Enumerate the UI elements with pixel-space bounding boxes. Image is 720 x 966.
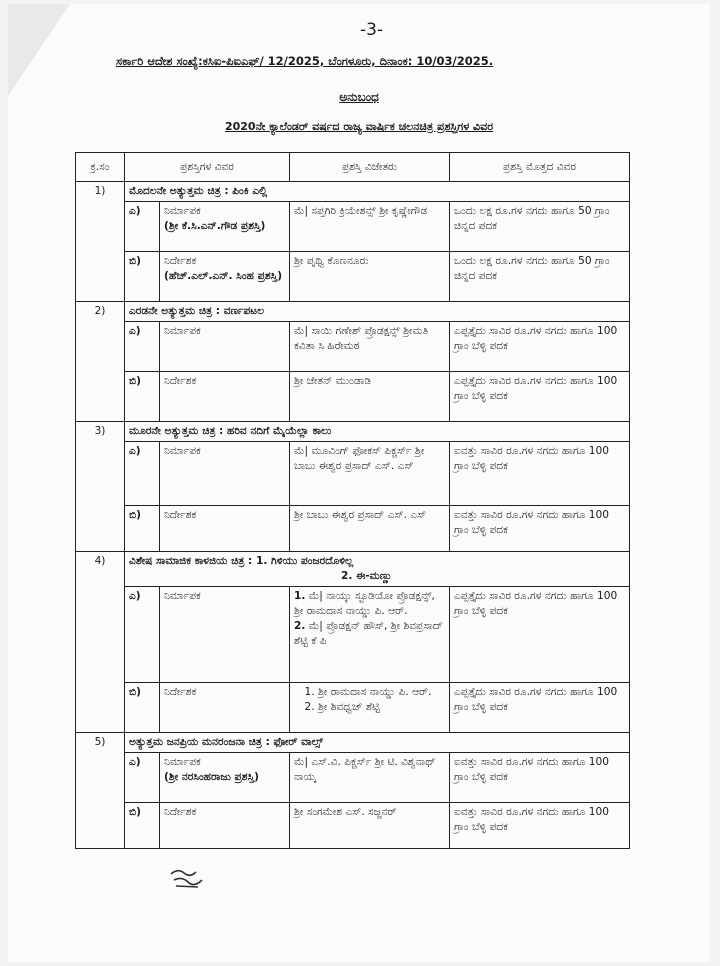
header-sno: ಕ್ರ.ಸಂ	[76, 153, 125, 182]
section-number: 5)	[76, 733, 125, 849]
list-item: 2. ಶ್ರೀ ಶಿವಧ್ವಜ್ ಶೆಟ್ಟಿ	[318, 700, 445, 715]
table-row	[76, 372, 630, 422]
winners-cell: ಮೆ| ಮೂವಿಂಗ್ ಫೋಕಸ್ ಪಿಕ್ಚರ್ಸ್ ಶ್ರೀ ಬಾಬು ಈಶ್ವರ ಪ್ರಸಾದ್ ಎಸ್. ಎಸ್	[290, 442, 450, 506]
winners-cell: ಶ್ರೀ ಚೇತನ್ ಮುಂಡಾಡಿ	[290, 372, 450, 422]
table-title: 2020ನೇ ಕ್ಯಾಲೆಂಡರ್ ವರ್ಷದ ರಾಜ್ಯ ವಾರ್ಷಿಕ ಚಲನಚಿತ್ರ ಪ್ರಶಸ್ತಿಗಳ ವಿವರ	[224, 120, 494, 133]
signature	[168, 866, 208, 892]
table-row	[76, 202, 630, 252]
row-label: ಎ)	[125, 587, 160, 683]
role: ನಿರ್ದೇಶಕ	[164, 255, 197, 267]
section-title: ಅತ್ಯುತ್ತಮ ಜನಪ್ರಿಯ ಮನರಂಜನಾ ಚಿತ್ರ : ಫೋರ್ ವಾಲ್ಸ್	[125, 733, 630, 753]
table-header-row	[76, 153, 630, 182]
page-fold-corner	[8, 4, 70, 96]
role-cell: ನಿರ್ದೇಶಕ	[160, 803, 290, 849]
winners-list	[294, 685, 445, 715]
role: ನಿರ್ಮಾಪಕ	[164, 756, 201, 768]
section-title: ಎರಡನೇ ಅತ್ಯುತ್ತಮ ಚಿತ್ರ : ವರ್ಣಪಟಲ	[125, 302, 630, 322]
table-row	[76, 506, 630, 552]
winner-entry: ಮೆ| ನಾಯ್ಕು ಸ್ಟೂಡಿಯೋ ಪ್ರೊಡಕ್ಷನ್ಸ್, ಶ್ರೀ ರಾಮದಾಸ ನಾಯ್ಡು ಪಿ. ಆರ್.	[294, 590, 435, 617]
role-cell	[160, 202, 290, 252]
table-row	[76, 587, 630, 683]
role-cell: ನಿರ್ದೇಶಕ	[160, 683, 290, 733]
section-row	[76, 302, 630, 322]
amount-cell: ಒಂದು ಲಕ್ಷ ರೂ.ಗಳ ನಗದು ಹಾಗೂ 50 ಗ್ರಾಂ ಚಿನ್ನದ ಪದಕ	[450, 202, 630, 252]
section-row	[76, 552, 630, 587]
winners-cell: 1. ಮೆ| ನಾಯ್ಕು ಸ್ಟೂಡಿಯೋ ಪ್ರೊಡಕ್ಷನ್ಸ್, ಶ್ರೀ ರಾಮದಾಸ ನಾಯ್ಡು ಪಿ. ಆರ್. 2. ಮೆ| ಪ್ರೊಡಕ್ಷನ್ ಹೌಸ್, ಶ್ರೀ ಶಿವಪ್ರಸಾದ್ ಶೆಟ್ಟಿ ಕೆ ಪಿ	[290, 587, 450, 683]
section-row	[76, 422, 630, 442]
role-cell	[160, 753, 290, 803]
signature-mark	[168, 866, 208, 892]
row-label: ಎ)	[125, 202, 160, 252]
awards-table	[75, 152, 630, 849]
winners-cell: ಶ್ರೀ ಸಂಗಮೇಶ ಎಸ್. ಸಜ್ಜನರ್	[290, 803, 450, 849]
role-award-name: (ಶ್ರೀ ಕೆ.ಸಿ.ಎನ್.ಗೌಡ ಪ್ರಶಸ್ತಿ)	[164, 220, 266, 232]
table-row	[76, 442, 630, 506]
amount-cell: ಐವತ್ತು ಸಾವಿರ ರೂ.ಗಳ ನಗದು ಹಾಗೂ 100 ಗ್ರಾಂ ಬೆಳ್ಳಿ ಪದಕ	[450, 753, 630, 803]
winners-cell	[290, 683, 450, 733]
section-row	[76, 182, 630, 202]
amount-cell: ಎಪ್ಪತ್ತೈದು ಸಾವಿರ ರೂ.ಗಳ ನಗದು ಹಾಗೂ 100 ಗ್ರಾಂ ಬೆಳ್ಳಿ ಪದಕ	[450, 587, 630, 683]
row-label: ಎ)	[125, 322, 160, 372]
section-number: 1)	[76, 182, 125, 302]
role-award-name: (ಹೆಚ್.ಎಲ್.ಎನ್. ಸಿಂಹ ಪ್ರಶಸ್ತಿ)	[164, 270, 283, 282]
section-title	[125, 552, 630, 587]
amount-cell: ಐವತ್ತು ಸಾವಿರ ರೂ.ಗಳ ನಗದು ಹಾಗೂ 100 ಗ್ರಾಂ ಬೆಳ್ಳಿ ಪದಕ	[450, 506, 630, 552]
section-number: 3)	[76, 422, 125, 552]
page-number: -3-	[360, 20, 384, 40]
winners-cell: ಶ್ರೀ ಪೃಥ್ವಿ ಕೊಣನೂರು	[290, 252, 450, 302]
role-award-name: (ಶ್ರೀ ನರಸಿಂಹರಾಜು ಪ್ರಶಸ್ತಿ)	[164, 771, 259, 783]
header-winners: ಪ್ರಶಸ್ತಿ ವಿಜೇತರು	[290, 153, 450, 182]
winners-cell: ಶ್ರೀ ಬಾಬು ಈಶ್ವರ ಪ್ರಸಾದ್ ಎಸ್. ಎಸ್	[290, 506, 450, 552]
section-title: ಮೂರನೇ ಅತ್ಯುತ್ತಮ ಚಿತ್ರ : ಹರಿವ ನದಿಗೆ ಮೈಯೆಲ್ಲಾ ಕಾಲು	[125, 422, 630, 442]
table-row	[76, 753, 630, 803]
role-cell: ನಿರ್ದೇಶಕ	[160, 506, 290, 552]
winners-cell: ಮೆ| ಸಪ್ತಗಿರಿ ಕ್ರಿಯೇಶನ್ಸ್ ಶ್ರೀ ಕೃಷ್ಣೇಗೌಡ	[290, 202, 450, 252]
row-label: ಎ)	[125, 753, 160, 803]
role-cell	[160, 252, 290, 302]
row-label: ಬಿ)	[125, 803, 160, 849]
row-label: ಬಿ)	[125, 372, 160, 422]
header-amount: ಪ್ರಶಸ್ತಿ ಮೊತ್ತದ ವಿವರ	[450, 153, 630, 182]
row-label: ಎ)	[125, 442, 160, 506]
role-cell: ನಿರ್ಮಾಪಕ	[160, 442, 290, 506]
section-number: 2)	[76, 302, 125, 422]
winners-cell: ಮೆ| ಸಾಯಿ ಗಣೇಶ್ ಪ್ರೊಡಕ್ಷನ್ಸ್ ಶ್ರೀಮತಿ ಕವಿತಾ ಸಿ ಹಿರೇಮಠ	[290, 322, 450, 372]
list-item: 1. ಶ್ರೀ ರಾಮದಾಸ ನಾಯ್ಡು ಪಿ. ಆರ್.	[318, 685, 445, 700]
role-cell: ನಿರ್ಮಾಪಕ	[160, 587, 290, 683]
role-cell: ನಿರ್ಮಾಪಕ	[160, 322, 290, 372]
winners-cell: ಮೆ| ಎಸ್.ವಿ. ಪಿಕ್ಚರ್ಸ್ ಶ್ರೀ ಟಿ. ವಿಶ್ವನಾಥ್ ನಾಯ್ಕ	[290, 753, 450, 803]
row-label: ಬಿ)	[125, 252, 160, 302]
role: ನಿರ್ಮಾಪಕ	[164, 205, 201, 217]
header-award: ಪ್ರಶಸ್ತಿಗಳ ವಿವರ	[125, 153, 290, 182]
table-row	[76, 252, 630, 302]
amount-cell: ಐವತ್ತು ಸಾವಿರ ರೂ.ಗಳ ನಗದು ಹಾಗೂ 100 ಗ್ರಾಂ ಬೆಳ್ಳಿ ಪದಕ	[450, 442, 630, 506]
amount-cell: ಐವತ್ತು ಸಾವಿರ ರೂ.ಗಳ ನಗದು ಹಾಗೂ 100 ಗ್ರಾಂ ಬೆಳ್ಳಿ ಪದಕ	[450, 803, 630, 849]
amount-cell: ಒಂದು ಲಕ್ಷ ರೂ.ಗಳ ನಗದು ಹಾಗೂ 50 ಗ್ರಾಂ ಚಿನ್ನದ ಪದಕ	[450, 252, 630, 302]
table-row	[76, 803, 630, 849]
section-number: 4)	[76, 552, 125, 733]
role-cell: ನಿರ್ದೇಶಕ	[160, 372, 290, 422]
amount-cell: ಎಪ್ಪತ್ತೈದು ಸಾವಿರ ರೂ.ಗಳ ನಗದು ಹಾಗೂ 100 ಗ್ರಾಂ ಬೆಳ್ಳಿ ಪದಕ	[450, 322, 630, 372]
section-title: ಮೊದಲನೇ ಅತ್ಯುತ್ತಮ ಚಿತ್ರ : ಪಿಂಕಿ ಎಲ್ಲಿ	[125, 182, 630, 202]
amount-cell: ಎಪ್ಪತ್ತೈದು ಸಾವಿರ ರೂ.ಗಳ ನಗದು ಹಾಗೂ 100 ಗ್ರಾಂ ಬೆಳ್ಳಿ ಪದಕ	[450, 372, 630, 422]
order-reference: ಸರ್ಕಾರಿ ಆದೇಶ ಸಂಖ್ಯೆ:ಕಸಿಐ-ಪಿಐಎಫ್/ 12/2025, ಬೆಂಗಳೂರು, ದಿನಾಂಕ: 10/03/2025.	[116, 54, 494, 68]
row-label: ಬಿ)	[125, 683, 160, 733]
row-label: ಬಿ)	[125, 506, 160, 552]
section-row	[76, 733, 630, 753]
amount-cell: ಎಪ್ಪತ್ತೈದು ಸಾವಿರ ರೂ.ಗಳ ನಗದು ಹಾಗೂ 100 ಗ್ರಾಂ ಬೆಳ್ಳಿ ಪದಕ	[450, 683, 630, 733]
table-row	[76, 683, 630, 733]
section-title-line2: 2. ಈ-ಮಣ್ಣು	[341, 570, 393, 582]
winner-entry: ಮೆ| ಪ್ರೊಡಕ್ಷನ್ ಹೌಸ್, ಶ್ರೀ ಶಿವಪ್ರಸಾದ್ ಶೆಟ್ಟಿ ಕೆ ಪಿ	[294, 620, 443, 647]
section-title-line1: ವಿಶೇಷ ಸಾಮಾಜಿಕ ಕಾಳಜಿಯ ಚಿತ್ರ : 1. ಗಿಳಿಯು ಪಂಜರದೊಳಿಲ್ಲ	[129, 555, 354, 567]
annexure-heading: ಅನುಬಂಧ	[339, 90, 379, 104]
table-row	[76, 322, 630, 372]
